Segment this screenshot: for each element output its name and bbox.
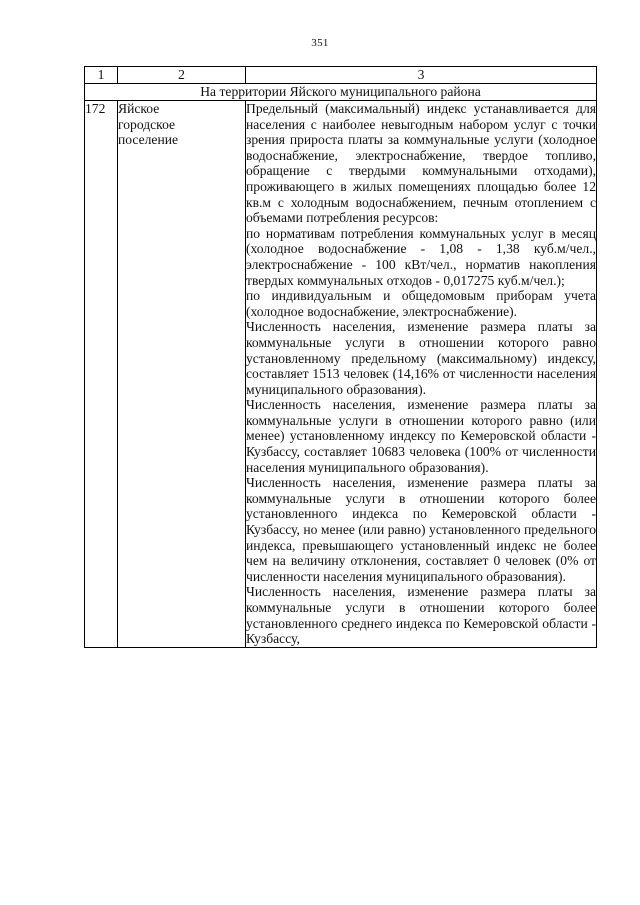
population-below-regional-index-paragraph: Численность населения, изменение размера платы за коммунальные услуги в отношении которого равно (или менее) установленному индексу по Кемеровской области - Кузбассу, составляет 10683 человека (100% от численности населения муниципального образования). bbox=[246, 397, 596, 475]
metering-paragraph: по индивидуальным и общедомовым приборам учета (холодное водоснабжение, электроснабжение). bbox=[246, 288, 596, 319]
index-definition-paragraph: Предельный (максимальный) индекс устанавливается для населения с наиболее невыгодным набором услуг с точки зрения прироста платы за коммунальные услуги (холодное водоснабжение, электроснабжение, твердое топливо, обращение с твердыми коммунальными отходами), проживающего в жилых помещениях площадью более 12 кв.м с холодным водоснабжением, печным отоплением с объемами потребления ресурсов: bbox=[246, 101, 596, 226]
column-number-2: 2 bbox=[118, 67, 246, 84]
settlement-name-line: городское bbox=[118, 116, 176, 132]
row-number: 172 bbox=[85, 101, 118, 648]
population-above-average-index-paragraph: Численность населения, изменение размера платы за коммунальные услуги в отношении которого более установленного среднего индекса по Кемеровской области - Кузбассу, bbox=[246, 584, 596, 647]
population-between-indices-paragraph: Численность населения, изменение размера платы за коммунальные услуги в отношении которого более установленного индекса по Кемеровской области - Кузбассу, но менее (или равно) установленного предельного индекса, превышающего установленный индекс не более чем на величину отклонения, составляет 0 человек (0% от численности населения муниципального образования). bbox=[246, 475, 596, 584]
settlement-name-line: поселение bbox=[118, 132, 179, 148]
tariff-index-table bbox=[84, 66, 597, 648]
column-number-3: 3 bbox=[246, 67, 597, 84]
region-row bbox=[85, 84, 597, 101]
page-number: 351 bbox=[311, 37, 329, 49]
region-title: На территории Яйского муниципального района bbox=[85, 84, 597, 101]
column-number-1: 1 bbox=[85, 67, 118, 84]
index-description bbox=[246, 101, 597, 648]
column-number-row bbox=[85, 67, 597, 84]
settlement-name bbox=[118, 101, 246, 648]
population-equal-max-index-paragraph: Численность населения, изменение размера платы за коммунальные услуги в отношении которого равно установленному предельному (максимальному) индексу, составляет 1513 человек (14,16% от численности населения муниципального образования). bbox=[246, 319, 596, 397]
settlement-name-line: Яйское bbox=[118, 101, 160, 116]
consumption-norms-paragraph: по нормативам потребления коммунальных услуг в месяц (холодное водоснабжение - 1,08 - 1,38 куб.м/чел., электроснабжение - 100 кВт/чел., норматив накопления твердых коммунальных отходов - 0,017275 куб.м/чел.); bbox=[246, 225, 596, 288]
table-row bbox=[85, 101, 597, 648]
